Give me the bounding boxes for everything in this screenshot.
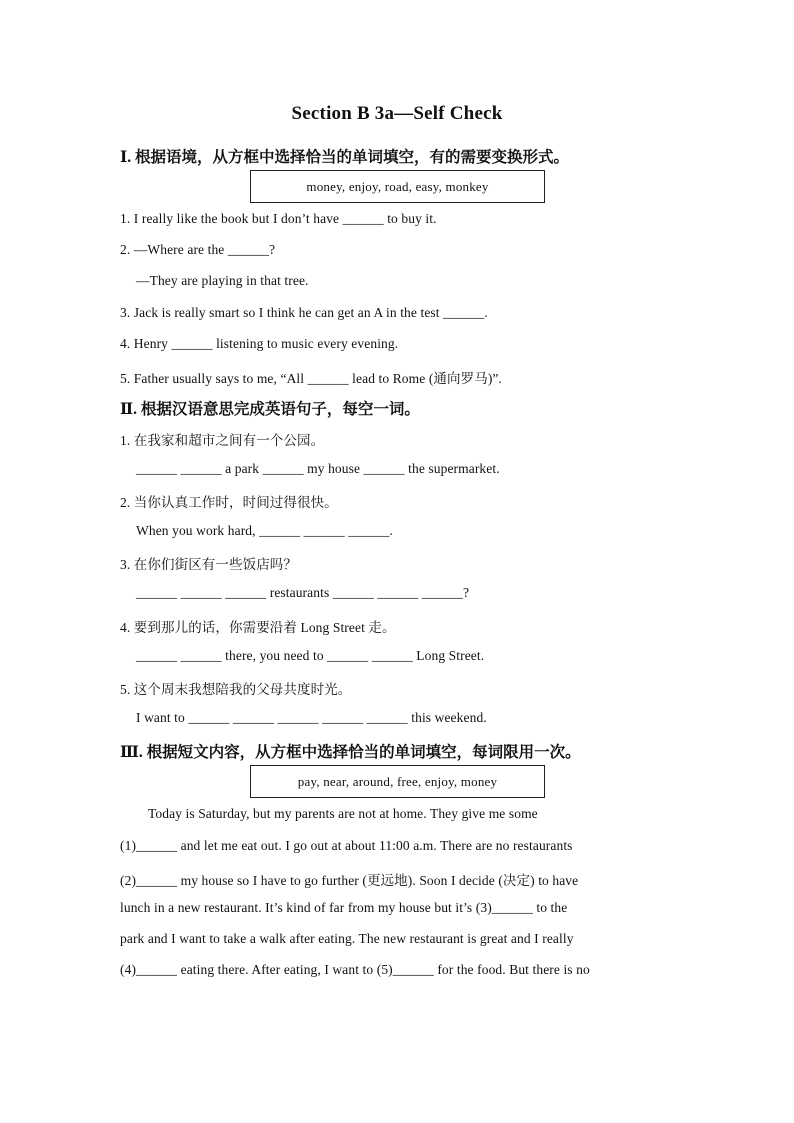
part3-passage-line-1: Today is Saturday, but my parents are not at home. They give me some: [148, 806, 538, 821]
part2-q1: 1. 在我家和超市之间有一个公园。: [120, 433, 325, 448]
part2-heading: Ⅱ. 根据汉语意思完成英语句子，每空一词。: [120, 401, 420, 418]
part1-heading: Ⅰ. 根据语境，从方框中选择恰当的单词填空，有的需要变换形式。: [120, 149, 570, 166]
part1-q5: 5. Father usually says to me, “All ______ lead to Rome (通向罗马)”.: [120, 371, 502, 386]
part2-q4-blanks: ______ ______ there, you need to ______ ______ Long Street.: [136, 648, 485, 663]
part2-q1-blanks: ______ ______ a park ______ my house ______ the supermarket.: [136, 461, 500, 476]
part1-q2: 2. —Where are the ______?: [120, 242, 276, 257]
part2-q2-blanks: When you work hard, ______ ______ ______.: [136, 523, 393, 538]
part1-q4: 4. Henry ______ listening to music every evening.: [120, 336, 399, 351]
part3-passage-line-5: park and I want to take a walk after eating. The new restaurant is great and I really: [120, 931, 574, 946]
part2-q3: 3. 在你们街区有一些饭店吗？: [120, 557, 297, 572]
part2-q4: 4. 要到那儿的话，你需要沿着 Long Street 走。: [120, 620, 396, 635]
part1-q1: 1. I really like the book but I don’t have ______ to buy it.: [120, 211, 437, 226]
part2-q5: 5. 这个周末我想陪我的父母共度时光。: [120, 682, 352, 697]
part3-passage-line-3: (2)______ my house so I have to go further (更远地). Soon I decide (决定) to have: [120, 873, 579, 888]
part2-q2: 2. 当你认真工作时，时间过得很快。: [120, 495, 338, 510]
part1-q3: 3. Jack is really smart so I think he can get an A in the test ______.: [120, 305, 488, 320]
part2-q5-blanks: I want to ______ ______ ______ ______ ______ this weekend.: [136, 710, 487, 725]
part1-word-box: money, enjoy, road, easy, monkey: [250, 170, 545, 203]
part2-q3-blanks: ______ ______ ______ restaurants ______ ______ ______?: [136, 585, 470, 600]
part3-word-box: pay, near, around, free, enjoy, money: [250, 765, 545, 798]
part3-passage-line-6: (4)______ eating there. After eating, I want to (5)______ for the food. But there is no: [120, 962, 590, 977]
part3-heading: Ⅲ. 根据短文内容，从方框中选择恰当的单词填空，每词限用一次。: [120, 744, 581, 761]
part1-q2-answer: —They are playing in that tree.: [136, 273, 309, 288]
part3-passage-line-4: lunch in a new restaurant. It’s kind of far from my house but it’s (3)______ to the: [120, 900, 568, 915]
part3-passage-line-2: (1)______ and let me eat out. I go out at about 11:00 a.m. There are no restaurants: [120, 838, 573, 853]
page-title: Section B 3a—Self Check: [291, 103, 503, 124]
